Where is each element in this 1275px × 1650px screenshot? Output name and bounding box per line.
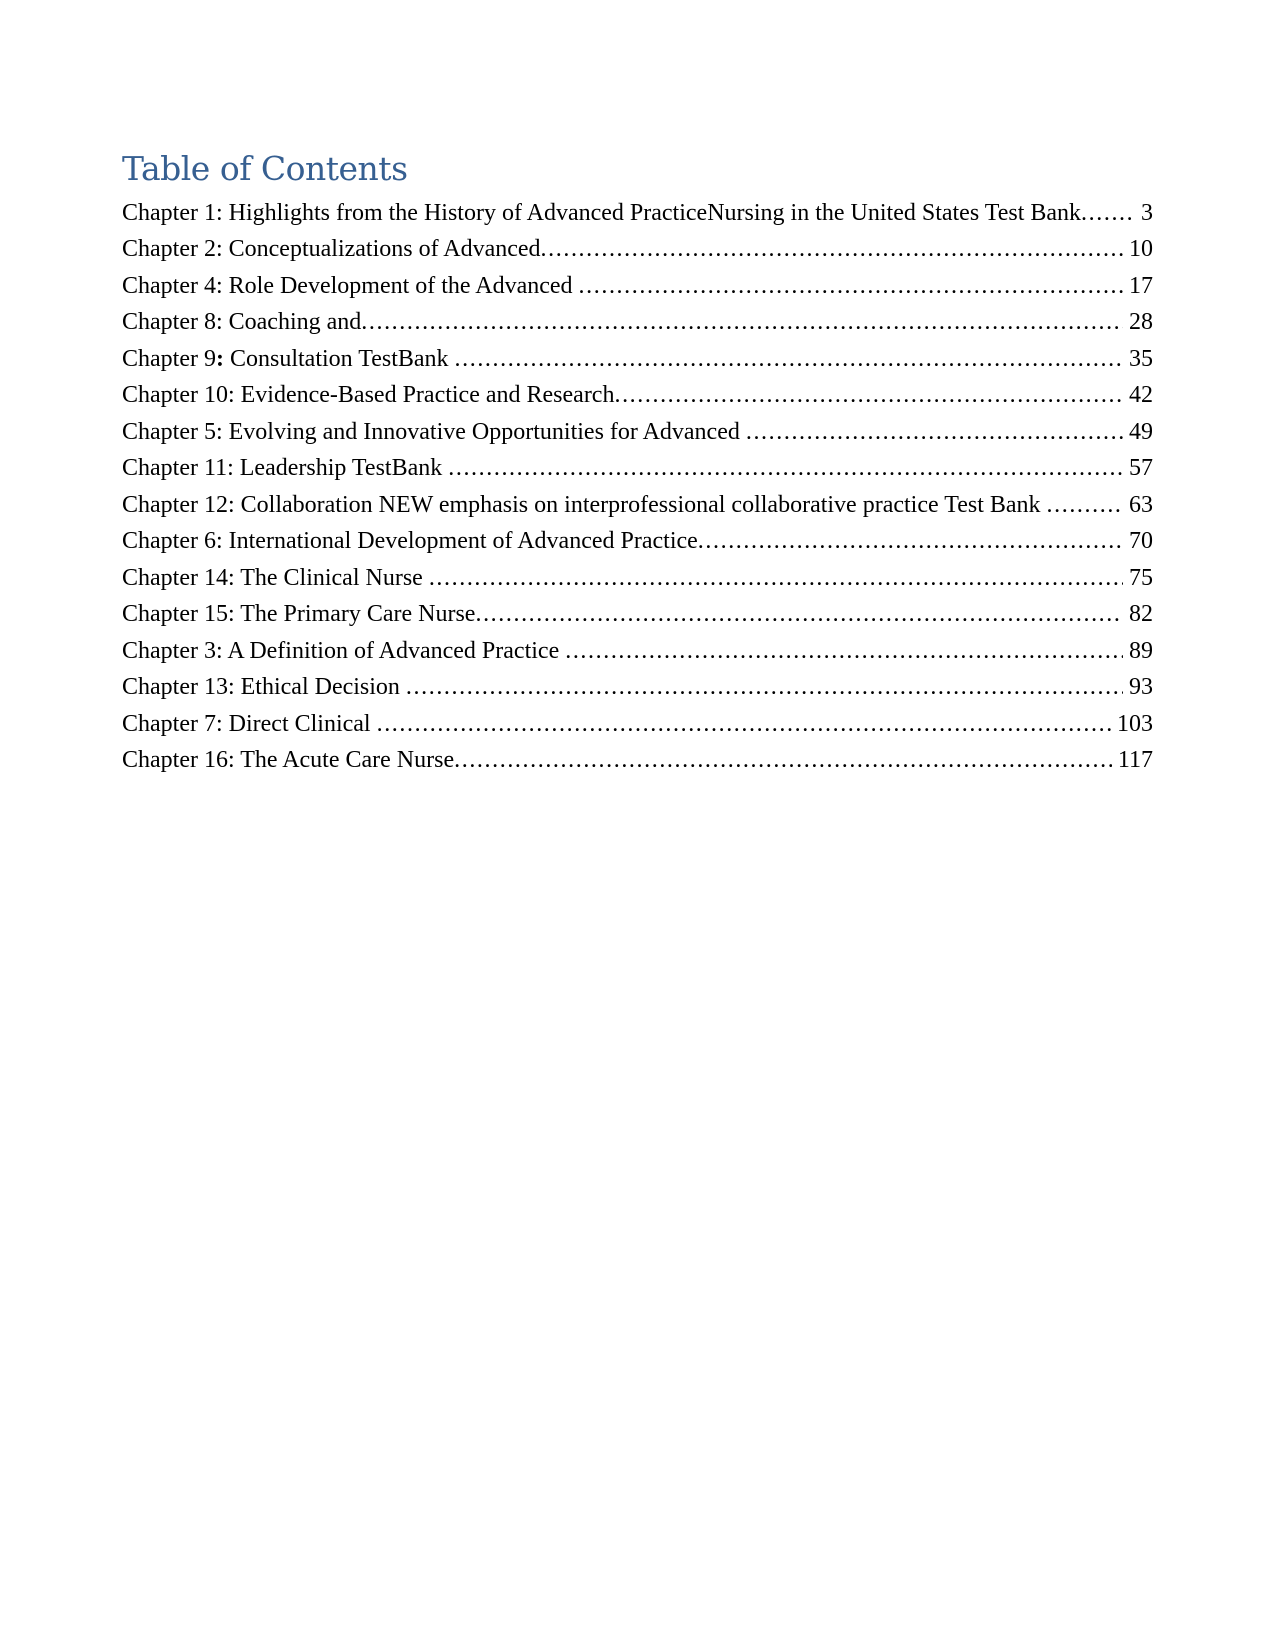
toc-entry[interactable] bbox=[122, 195, 1153, 232]
toc-entry-title: Chapter 3: A Definition of Advanced Practice bbox=[122, 637, 566, 664]
dot-leader bbox=[565, 633, 1123, 670]
toc-entry[interactable] bbox=[122, 669, 1153, 706]
toc-entry[interactable] bbox=[122, 414, 1153, 451]
toc-entry-title: Chapter 9: Consultation TestBank bbox=[122, 345, 455, 372]
toc-page-number: 49 bbox=[1129, 418, 1153, 445]
toc-entry[interactable] bbox=[122, 231, 1153, 268]
toc-entry-title: Chapter 12: Collaboration NEW emphasis on interprofessional collaborative practice Test Bank bbox=[122, 491, 1047, 518]
dot-leader bbox=[698, 523, 1123, 560]
toc-entry[interactable] bbox=[122, 268, 1153, 305]
toc-entry-title: Chapter 2: Conceptualizations of Advanced bbox=[122, 236, 541, 263]
dot-leader bbox=[361, 304, 1123, 341]
toc-entry[interactable] bbox=[122, 523, 1153, 560]
toc-page-number: 89 bbox=[1129, 637, 1153, 664]
page-title: Table of Contents bbox=[122, 149, 408, 188]
toc-entry-title: Chapter 15: The Primary Care Nurse bbox=[122, 601, 476, 628]
toc-entry-title: Chapter 10: Evidence-Based Practice and Research bbox=[122, 382, 615, 409]
toc-entry-title: Chapter 11: Leadership TestBank bbox=[122, 455, 449, 482]
toc-page-number: 10 bbox=[1129, 236, 1153, 263]
toc-page-number: 35 bbox=[1129, 345, 1153, 372]
dot-leader bbox=[746, 414, 1123, 451]
dot-leader bbox=[1081, 195, 1135, 232]
toc-entry-title: Chapter 6: International Development of Advanced Practice bbox=[122, 528, 698, 555]
toc-entry[interactable] bbox=[122, 596, 1153, 633]
toc-page-number: 82 bbox=[1129, 601, 1153, 628]
dot-leader bbox=[455, 341, 1123, 378]
dot-leader bbox=[614, 377, 1123, 414]
dot-leader bbox=[1047, 487, 1123, 524]
toc-page-number: 117 bbox=[1117, 747, 1153, 774]
toc-page-number: 93 bbox=[1129, 674, 1153, 701]
toc-entry[interactable] bbox=[122, 706, 1153, 743]
toc-entry-title: Chapter 13: Ethical Decision bbox=[122, 674, 406, 701]
toc-entry-title: Chapter 8: Coaching and bbox=[122, 309, 362, 336]
toc-page-number: 75 bbox=[1129, 564, 1153, 591]
toc-entry-title: Chapter 16: The Acute Care Nurse bbox=[122, 747, 455, 774]
dot-leader bbox=[454, 742, 1112, 779]
toc-entry-title: Chapter 14: The Clinical Nurse bbox=[122, 564, 429, 591]
toc-entry[interactable] bbox=[122, 487, 1153, 524]
toc-page-number: 42 bbox=[1129, 382, 1153, 409]
toc-entry-title: Chapter 4: Role Development of the Advanced bbox=[122, 272, 579, 299]
toc-page-number: 17 bbox=[1129, 272, 1153, 299]
dot-leader bbox=[377, 706, 1111, 743]
toc-page-number: 57 bbox=[1129, 455, 1153, 482]
dot-leader bbox=[475, 596, 1123, 633]
toc-page-number: 63 bbox=[1129, 491, 1153, 518]
dot-leader bbox=[448, 450, 1123, 487]
toc-entry[interactable] bbox=[122, 377, 1153, 414]
toc-entry[interactable] bbox=[122, 450, 1153, 487]
toc-entry-title: Chapter 1: Highlights from the History of Advanced PracticeNursing in the United States Test Bank bbox=[122, 199, 1082, 226]
table-of-contents bbox=[122, 195, 1153, 779]
dot-leader bbox=[541, 231, 1123, 268]
toc-entry[interactable] bbox=[122, 304, 1153, 341]
toc-entry-title: Chapter 5: Evolving and Innovative Opportunities for Advanced bbox=[122, 418, 746, 445]
toc-entry[interactable] bbox=[122, 560, 1153, 597]
dot-leader bbox=[579, 268, 1123, 305]
toc-page-number: 28 bbox=[1129, 309, 1153, 336]
toc-page-number: 103 bbox=[1117, 710, 1153, 737]
toc-entry-title: Chapter 7: Direct Clinical bbox=[122, 710, 377, 737]
toc-page-number: 70 bbox=[1129, 528, 1153, 555]
toc-entry[interactable] bbox=[122, 742, 1153, 779]
toc-entry[interactable] bbox=[122, 341, 1153, 378]
toc-page-number: 3 bbox=[1141, 199, 1153, 226]
dot-leader bbox=[406, 669, 1123, 706]
toc-entry[interactable] bbox=[122, 633, 1153, 670]
dot-leader bbox=[429, 560, 1123, 597]
